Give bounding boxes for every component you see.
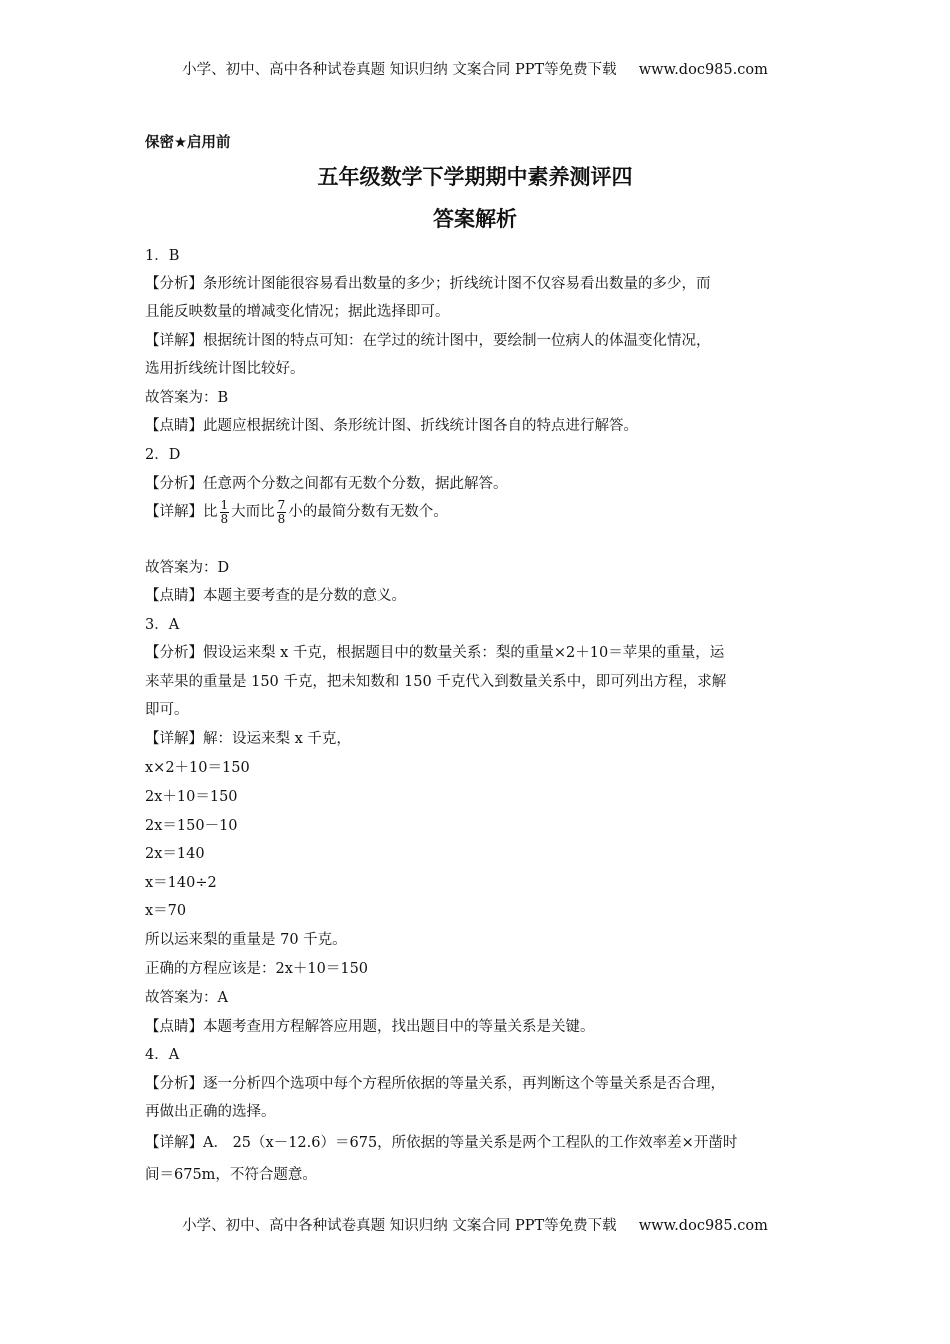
q4-answer: 4．A <box>145 1047 180 1063</box>
footer-text: 小学、初中、高中各种试卷真题 知识归纳 文案合同 PPT等免费下载 <box>182 1218 617 1234</box>
q1-answer: 1．B <box>145 248 180 264</box>
q2-detail-mid: 大而比 <box>231 504 275 521</box>
q3-equation-2: 2x＋10＝150 <box>145 789 238 805</box>
q3-equation-3: 2x＝150－10 <box>145 818 238 834</box>
q3-equation-1: x×2＋10＝150 <box>145 760 250 776</box>
q3-detail: 【详解】解：设运来梨 x 千克， <box>145 731 351 747</box>
q3-analysis-line1: 【分析】假设运来梨 x 千克，根据题目中的数量关系：梨的重量×2＋10＝苹果的重量，运 <box>145 645 725 661</box>
page-header <box>0 58 950 79</box>
q3-answer: 3．A <box>145 617 180 633</box>
header-text: 小学、初中、高中各种试卷真题 知识归纳 文案合同 PPT等免费下载 <box>182 62 617 78</box>
q3-correct-equation: 正确的方程应该是：2x＋10＝150 <box>145 961 369 977</box>
fraction-1-denominator: 8 <box>220 511 229 526</box>
q3-conclusion: 所以运来梨的重量是 70 千克。 <box>145 932 347 948</box>
q2-result: 故答案为：D <box>145 560 230 576</box>
q3-comment: 【点睛】本题考查用方程解答应用题，找出题目中的等量关系是关键。 <box>145 1019 595 1035</box>
q2-comment: 【点睛】本题主要考查的是分数的意义。 <box>145 588 406 604</box>
q2-detail-suffix: 小的最简分数有无数个。 <box>288 504 448 521</box>
footer-site-link[interactable]: www.doc985.com <box>638 1218 768 1234</box>
q4-detail-line1: 【详解】A． 25（x－12.6）＝675，所依据的等量关系是两个工程队的工作效率差×开凿时 <box>145 1135 738 1151</box>
q1-detail-line1: 【详解】根据统计图的特点可知：在学过的统计图中，要绘制一位病人的体温变化情况， <box>145 333 711 349</box>
q3-result: 故答案为：A <box>145 990 228 1006</box>
q4-analysis-line1: 【分析】逐一分析四个选项中每个方程所依据的等量关系，再判断这个等量关系是否合理， <box>145 1076 725 1092</box>
q3-equation-4: 2x＝140 <box>145 846 205 862</box>
q1-comment: 【点睛】此题应根据统计图、条形统计图、折线统计图各自的特点进行解答。 <box>145 418 638 434</box>
q3-equation-5: x＝140÷2 <box>145 875 217 891</box>
page-subtitle: 答案解析 <box>433 207 517 231</box>
fraction-seven-eighths <box>277 499 287 525</box>
fraction-2-numerator: 7 <box>277 498 286 512</box>
q4-detail-line2: 间＝675m，不符合题意。 <box>145 1167 317 1183</box>
q2-detail-prefix: 【详解】比 <box>145 504 218 521</box>
confidential-label: 保密★启用前 <box>145 135 231 151</box>
q2-analysis: 【分析】任意两个分数之间都有无数个分数，据此解答。 <box>145 476 508 492</box>
q1-detail-line2: 选用折线统计图比较好。 <box>145 361 305 377</box>
fraction-one-eighth <box>220 499 230 525</box>
q3-analysis-line3: 即可。 <box>145 702 189 718</box>
q3-equation-6: x＝70 <box>145 903 187 919</box>
page-title: 五年级数学下学期期中素养测评四 <box>317 165 633 189</box>
header-site-link[interactable]: www.doc985.com <box>638 62 768 78</box>
q2-detail <box>145 499 448 525</box>
q1-analysis-line2: 且能反映数量的增减变化情况；据此选择即可。 <box>145 304 450 320</box>
q3-analysis-line2: 来苹果的重量是 150 千克，把未知数和 150 千克代入到数量关系中，即可列出方程，求解 <box>145 674 727 690</box>
q2-answer: 2．D <box>145 447 181 463</box>
fraction-2-denominator: 8 <box>277 511 286 526</box>
q1-result: 故答案为：B <box>145 390 229 406</box>
q4-analysis-line2: 再做出正确的选择。 <box>145 1104 276 1120</box>
fraction-1-numerator: 1 <box>220 498 229 512</box>
q1-analysis-line1: 【分析】条形统计图能很容易看出数量的多少；折线统计图不仅容易看出数量的多少，而 <box>145 276 711 292</box>
page-footer <box>0 1214 950 1235</box>
